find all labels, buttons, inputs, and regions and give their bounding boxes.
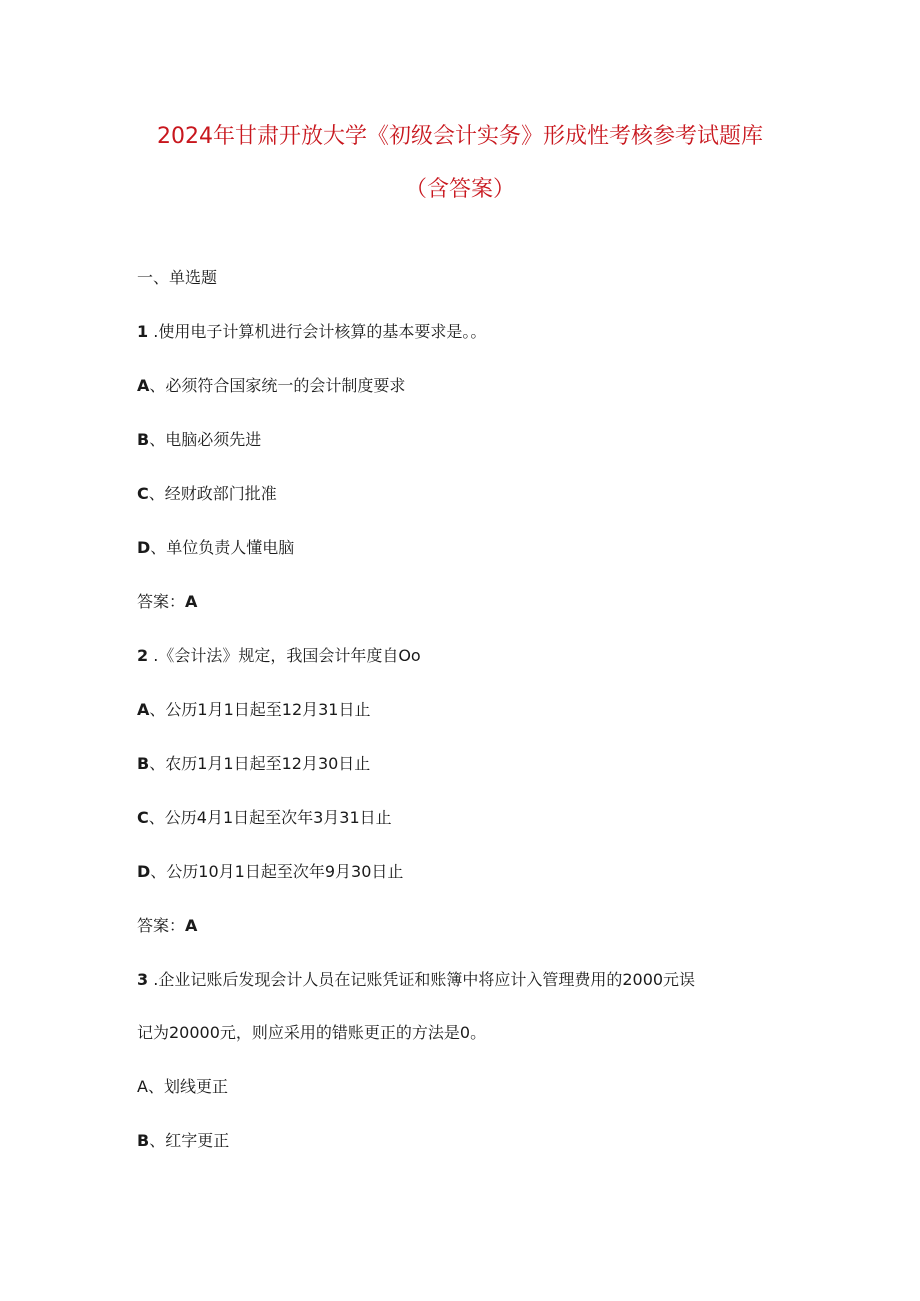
option-item: C、公历4月1日起至次年3月31日止 <box>137 808 392 827</box>
option-item: D、公历10月1日起至次年9月30日止 <box>137 862 404 881</box>
option-item: A、必须符合国家统一的会计制度要求 <box>137 376 406 395</box>
answer-line <box>137 592 197 612</box>
question-number: 2 <box>137 646 149 665</box>
question-dot: . <box>153 970 159 989</box>
option-item: C、经财政部门批准 <box>137 484 277 503</box>
question-2 <box>137 646 421 666</box>
answer-label: 答案： <box>137 916 186 935</box>
option-text: 划线更正 <box>163 1077 228 1096</box>
question-dot: . <box>153 322 159 341</box>
option-item: B、电脑必须先进 <box>137 430 262 449</box>
option-text: 单位负责人懂电脑 <box>166 538 295 557</box>
question-number: 1 <box>137 322 149 341</box>
option-text: 公历4月1日起至次年3月31日止 <box>164 808 392 827</box>
option-text: 公历10月1日起至次年9月30日止 <box>166 862 404 881</box>
option-text: 红字更正 <box>165 1131 230 1150</box>
option-text: 经财政部门批准 <box>164 484 277 503</box>
answer-label: 答案： <box>137 592 186 611</box>
document-title: 2024年甘肃开放大学《初级会计实务》形成性考核参考试题库 <box>157 124 763 149</box>
section-heading: 一、单选题 <box>137 268 218 287</box>
question-dot: . <box>153 646 159 665</box>
option-text: 必须符合国家统一的会计制度要求 <box>165 376 406 395</box>
question-stem-continued: 记为20000元，则应采用的错账更正的方法是0。 <box>137 1023 487 1042</box>
option-letter: A <box>137 700 150 719</box>
option-text: 电脑必须先进 <box>165 430 262 449</box>
option-letter: A <box>137 376 150 395</box>
option-letter: B <box>137 754 150 773</box>
option-item: D、单位负责人懂电脑 <box>137 538 295 557</box>
option-item: B、红字更正 <box>137 1131 230 1150</box>
option-letter: A <box>137 1077 148 1096</box>
answer-line <box>137 916 197 936</box>
option-letter: C <box>137 484 149 503</box>
option-letter: B <box>137 430 150 449</box>
option-item: A、公历1月1日起至12月31日止 <box>137 700 371 719</box>
option-text: 农历1月1日起至12月30日止 <box>165 754 371 773</box>
document-subtitle: （含答案） <box>404 177 515 202</box>
option-letter: D <box>137 862 151 881</box>
question-number: 3 <box>137 970 149 989</box>
question-stem: 企业记账后发现会计人员在记账凭证和账簿中将应计入管理费用的2000元误 <box>158 970 696 989</box>
question-3 <box>137 970 695 990</box>
option-letter: D <box>137 538 151 557</box>
option-letter: B <box>137 1131 150 1150</box>
option-text: 公历1月1日起至12月31日止 <box>165 700 371 719</box>
question-stem: 《会计法》规定，我国会计年度自Oo <box>158 646 421 665</box>
answer-value: A <box>185 916 198 935</box>
option-item: B、农历1月1日起至12月30日止 <box>137 754 371 773</box>
option-letter: C <box>137 808 149 827</box>
option-item: A、划线更正 <box>137 1077 228 1096</box>
question-1 <box>137 322 486 342</box>
question-stem: 使用电子计算机进行会计核算的基本要求是。。 <box>158 322 487 341</box>
answer-value: A <box>185 592 198 611</box>
